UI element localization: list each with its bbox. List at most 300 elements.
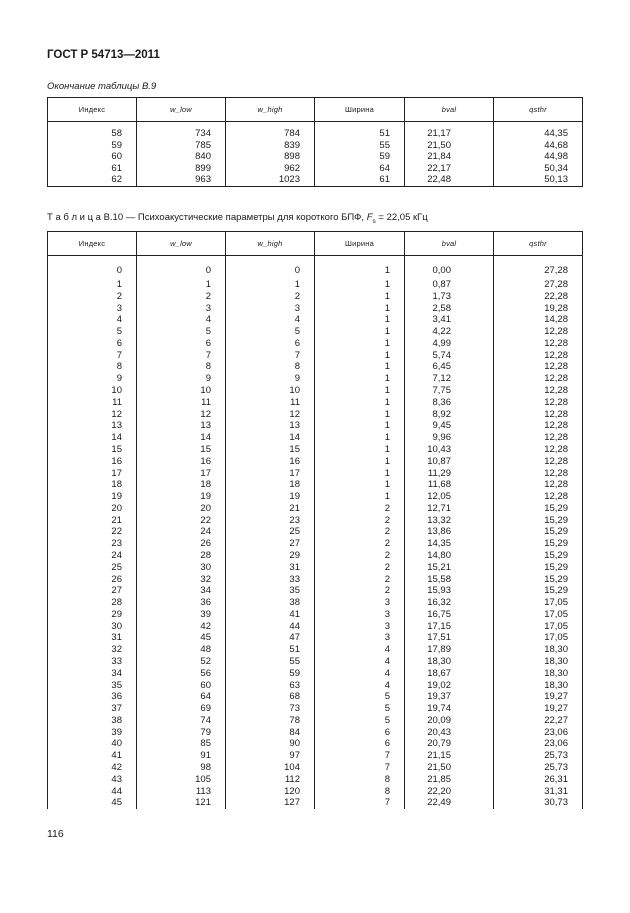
table-cell: 69 [137, 703, 226, 715]
table-row [48, 703, 583, 715]
table-cell: 13 [226, 420, 315, 432]
table-cell: 19,74 [405, 703, 494, 715]
table-cell: 44 [226, 621, 315, 633]
table-cell: 15,29 [494, 526, 583, 538]
table-cell: 21,17 [405, 122, 494, 140]
table-cell: 78 [226, 715, 315, 727]
table-cell: 73 [226, 703, 315, 715]
table-cell: 12,28 [494, 444, 583, 456]
table-cell: 42 [48, 762, 137, 774]
table-row [48, 456, 583, 468]
table-cell: 2 [315, 515, 405, 527]
table-cell: 10 [48, 385, 137, 397]
table-cell: 64 [137, 691, 226, 703]
table-cell: 35 [48, 680, 137, 692]
table-cell: 27 [226, 538, 315, 550]
table-cell: 1,73 [405, 291, 494, 303]
table-cell: 85 [137, 738, 226, 750]
table-cell: 18,30 [494, 644, 583, 656]
table-row [48, 444, 583, 456]
table-row [48, 350, 583, 362]
table-cell: 1 [315, 338, 405, 350]
table-cell: 899 [137, 163, 226, 175]
table-cell: 1 [137, 279, 226, 291]
table-row [48, 738, 583, 750]
table-cell: 1 [315, 409, 405, 421]
table-cell: 1 [315, 432, 405, 444]
table-cell: 25 [48, 562, 137, 574]
table-cell: 26 [48, 574, 137, 586]
table-cell: 22,48 [405, 174, 494, 186]
table-cell: 44 [48, 786, 137, 798]
table-cell: 4 [315, 680, 405, 692]
table-cell: 12,28 [494, 373, 583, 385]
table-cell: 16,32 [405, 597, 494, 609]
table-row [48, 174, 583, 186]
table-cell: 8 [137, 361, 226, 373]
table-cell: 11 [226, 397, 315, 409]
table-cell: 41 [226, 609, 315, 621]
table-cell: 27,28 [494, 279, 583, 291]
table-cell: 1023 [226, 174, 315, 186]
table-cell: 12,28 [494, 420, 583, 432]
table-cell: 112 [226, 774, 315, 786]
table-row [48, 420, 583, 432]
table-cell: 21,50 [405, 140, 494, 152]
table-cell: 32 [137, 574, 226, 586]
table-cell: 3 [137, 303, 226, 315]
table-cell: 50,34 [494, 163, 583, 175]
table-cell: 13,86 [405, 526, 494, 538]
table-cell: 18,30 [405, 656, 494, 668]
table-cell: 21,85 [405, 774, 494, 786]
table-cell: 8 [315, 786, 405, 798]
table-cell: 15,21 [405, 562, 494, 574]
table-cell: 16 [48, 456, 137, 468]
table-cell: 31 [226, 562, 315, 574]
table-cell: 22,49 [405, 797, 494, 809]
table-cell: 21,15 [405, 750, 494, 762]
table-cell: 22,20 [405, 786, 494, 798]
table-cell: 5 [315, 715, 405, 727]
table-cell: 37 [48, 703, 137, 715]
table-cell: 26 [137, 538, 226, 550]
table-row [48, 585, 583, 597]
table-cell: 35 [226, 585, 315, 597]
table-cell: 24 [137, 526, 226, 538]
table-cell: 17,05 [494, 621, 583, 633]
table-b9-continuation-caption: Окончание таблицы В.9 [47, 81, 157, 92]
table-cell: 963 [137, 174, 226, 186]
table-row [48, 715, 583, 727]
table-b10-caption [47, 212, 428, 225]
table-cell: 55 [226, 656, 315, 668]
table-cell: 7 [315, 762, 405, 774]
document-header: ГОСТ Р 54713—2011 [47, 49, 160, 61]
table-cell: 18 [226, 479, 315, 491]
table-cell: 19,28 [494, 303, 583, 315]
table-cell: 60 [48, 151, 137, 163]
table-cell: 14,80 [405, 550, 494, 562]
table-cell: 38 [48, 715, 137, 727]
table-cell: 17 [48, 468, 137, 480]
table-cell: 17,05 [494, 597, 583, 609]
col-header-index: Индекс [48, 98, 137, 122]
table-cell: 59 [48, 140, 137, 152]
table-cell: 734 [137, 122, 226, 140]
table-cell: 63 [226, 680, 315, 692]
table-cell: 839 [226, 140, 315, 152]
table-cell: 1 [315, 291, 405, 303]
table-cell: 15,29 [494, 503, 583, 515]
table-cell: 5 [226, 326, 315, 338]
table-cell: 91 [137, 750, 226, 762]
table-cell: 33 [48, 656, 137, 668]
table-cell: 10 [137, 385, 226, 397]
table-cell: 0 [137, 256, 226, 280]
table-cell: 5 [315, 691, 405, 703]
table-cell: 34 [137, 585, 226, 597]
table-cell: 17,15 [405, 621, 494, 633]
table-cell: 50,13 [494, 174, 583, 186]
col-header-qsthr: qsthr [494, 232, 583, 256]
col-header-bval: bval [405, 232, 494, 256]
col-header-w-low: w_low [137, 232, 226, 256]
caption-suffix: = 22,05 кГц [375, 212, 428, 223]
table-cell: 11,68 [405, 479, 494, 491]
col-header-bval: bval [405, 98, 494, 122]
table-cell: 1 [315, 420, 405, 432]
table-cell: 0 [48, 256, 137, 280]
table-cell: 48 [137, 644, 226, 656]
table-cell: 784 [226, 122, 315, 140]
table-cell: 8 [226, 361, 315, 373]
table-cell: 17,05 [494, 609, 583, 621]
table-cell: 104 [226, 762, 315, 774]
table-row [48, 750, 583, 762]
table-cell: 20,43 [405, 727, 494, 739]
table-cell: 2 [48, 291, 137, 303]
table-cell: 20 [48, 503, 137, 515]
table-cell: 6 [315, 727, 405, 739]
table-cell: 9 [226, 373, 315, 385]
table-row [48, 468, 583, 480]
table-cell: 4 [137, 314, 226, 326]
table-cell: 14 [48, 432, 137, 444]
table-row [48, 774, 583, 786]
table-cell: 785 [137, 140, 226, 152]
table-row [48, 491, 583, 503]
table-cell: 68 [226, 691, 315, 703]
table-row [48, 644, 583, 656]
table-cell: 14 [226, 432, 315, 444]
table-row [48, 122, 583, 140]
table-cell: 2 [137, 291, 226, 303]
table-cell: 22,28 [494, 291, 583, 303]
table-cell: 43 [48, 774, 137, 786]
table-cell: 19,02 [405, 680, 494, 692]
table-cell: 21,84 [405, 151, 494, 163]
table-cell: 7 [48, 350, 137, 362]
table-cell: 51 [315, 122, 405, 140]
table-cell: 64 [315, 163, 405, 175]
col-header-width: Ширина [315, 98, 405, 122]
table-cell: 38 [226, 597, 315, 609]
table-cell: 7 [315, 750, 405, 762]
table-cell: 105 [137, 774, 226, 786]
table-cell: 28 [137, 550, 226, 562]
table-cell: 8,36 [405, 397, 494, 409]
table-cell: 45 [137, 632, 226, 644]
table-cell: 18,30 [494, 668, 583, 680]
table-cell: 1 [226, 279, 315, 291]
table-cell: 12,28 [494, 491, 583, 503]
table-cell: 12,05 [405, 491, 494, 503]
table-cell: 6 [137, 338, 226, 350]
table-cell: 44,35 [494, 122, 583, 140]
table-cell: 4,22 [405, 326, 494, 338]
table-row [48, 163, 583, 175]
table-cell: 23 [48, 538, 137, 550]
table-cell: 18,67 [405, 668, 494, 680]
table-cell: 11 [48, 397, 137, 409]
table-row [48, 314, 583, 326]
table-cell: 8 [48, 361, 137, 373]
col-header-qsthr: qsthr [494, 98, 583, 122]
table-cell: 16 [137, 456, 226, 468]
table-cell: 7 [137, 350, 226, 362]
table-cell: 5 [137, 326, 226, 338]
table-row [48, 762, 583, 774]
table-cell: 9 [48, 373, 137, 385]
table-cell: 3 [315, 597, 405, 609]
table-cell: 19 [48, 491, 137, 503]
table-row [48, 562, 583, 574]
table-cell: 36 [48, 691, 137, 703]
table-row [48, 361, 583, 373]
col-header-width: Ширина [315, 232, 405, 256]
table-cell: 7 [315, 797, 405, 809]
table-row [48, 597, 583, 609]
table-row [48, 151, 583, 163]
table-cell: 12,28 [494, 468, 583, 480]
table-cell: 20,09 [405, 715, 494, 727]
table-row [48, 538, 583, 550]
table-cell: 23 [226, 515, 315, 527]
table-cell: 25,73 [494, 750, 583, 762]
table-row [48, 550, 583, 562]
table-row [48, 515, 583, 527]
table-row [48, 691, 583, 703]
table-cell: 9,45 [405, 420, 494, 432]
table-cell: 18 [48, 479, 137, 491]
table-cell: 1 [315, 397, 405, 409]
table-cell: 21 [48, 515, 137, 527]
table-cell: 21,50 [405, 762, 494, 774]
table-row [48, 256, 583, 280]
table-cell: 11,29 [405, 468, 494, 480]
table-cell: 113 [137, 786, 226, 798]
table-cell: 15 [48, 444, 137, 456]
table-row [48, 373, 583, 385]
table-row [48, 385, 583, 397]
table-cell: 7 [226, 350, 315, 362]
table-cell: 15,29 [494, 550, 583, 562]
table-cell: 12,28 [494, 350, 583, 362]
table-cell: 962 [226, 163, 315, 175]
table-cell: 12 [137, 409, 226, 421]
table-cell: 4 [315, 656, 405, 668]
table-cell: 1 [315, 456, 405, 468]
table-cell: 6,45 [405, 361, 494, 373]
table-cell: 51 [226, 644, 315, 656]
col-header-w-high: w_high [226, 98, 315, 122]
table-cell: 30 [137, 562, 226, 574]
table-cell: 2 [315, 574, 405, 586]
table-cell: 18 [137, 479, 226, 491]
table-row [48, 432, 583, 444]
table-cell: 61 [315, 174, 405, 186]
table-cell: 15 [226, 444, 315, 456]
table-cell: 22 [48, 526, 137, 538]
table-cell: 840 [137, 151, 226, 163]
table-cell: 10 [226, 385, 315, 397]
table-header-row [48, 232, 583, 256]
table-cell: 3 [48, 303, 137, 315]
table-cell: 19 [226, 491, 315, 503]
table-cell: 1 [315, 279, 405, 291]
table-cell: 19,27 [494, 703, 583, 715]
table-cell: 23,06 [494, 727, 583, 739]
table-cell: 15,29 [494, 538, 583, 550]
table-cell: 27 [48, 585, 137, 597]
table-cell: 898 [226, 151, 315, 163]
table-cell: 4 [315, 668, 405, 680]
table-row [48, 668, 583, 680]
table-cell: 17 [226, 468, 315, 480]
table-cell: 12,28 [494, 361, 583, 373]
table-cell: 5 [315, 703, 405, 715]
table-cell: 27,28 [494, 256, 583, 280]
table-row [48, 326, 583, 338]
table-cell: 60 [137, 680, 226, 692]
table-cell: 15,93 [405, 585, 494, 597]
table-cell: 17 [137, 468, 226, 480]
table-b9-body [48, 122, 583, 187]
table-cell: 17,51 [405, 632, 494, 644]
table-cell: 30,73 [494, 797, 583, 809]
table-cell: 12,28 [494, 409, 583, 421]
table-cell: 7,75 [405, 385, 494, 397]
table-cell: 31,31 [494, 786, 583, 798]
table-cell: 15,29 [494, 585, 583, 597]
table-cell: 2 [315, 526, 405, 538]
table-cell: 11 [137, 397, 226, 409]
table-cell: 0,87 [405, 279, 494, 291]
page-number: 116 [47, 828, 64, 840]
table-row [48, 680, 583, 692]
table-cell: 1 [315, 373, 405, 385]
table-cell: 40 [48, 738, 137, 750]
table-row [48, 291, 583, 303]
caption-subscript: s [372, 217, 376, 225]
table-cell: 4 [48, 314, 137, 326]
table-cell: 61 [48, 163, 137, 175]
table-cell: 12,28 [494, 479, 583, 491]
table-cell: 2 [315, 538, 405, 550]
table-cell: 2 [315, 503, 405, 515]
table-cell: 58 [48, 122, 137, 140]
table-cell: 12,28 [494, 338, 583, 350]
table-row [48, 503, 583, 515]
table-cell: 15,58 [405, 574, 494, 586]
table-cell: 4 [226, 314, 315, 326]
table-cell: 20 [137, 503, 226, 515]
table-row [48, 621, 583, 633]
table-cell: 6 [48, 338, 137, 350]
table-cell: 79 [137, 727, 226, 739]
table-cell: 10,43 [405, 444, 494, 456]
table-cell: 18,30 [494, 656, 583, 668]
table-cell: 19,37 [405, 691, 494, 703]
table-cell: 17,05 [494, 632, 583, 644]
table-cell: 12,28 [494, 385, 583, 397]
table-row [48, 526, 583, 538]
table-cell: 121 [137, 797, 226, 809]
table-cell: 3 [315, 621, 405, 633]
table-cell: 52 [137, 656, 226, 668]
table-cell: 22,17 [405, 163, 494, 175]
table-cell: 2 [315, 585, 405, 597]
table-cell: 26,31 [494, 774, 583, 786]
table-cell: 3,41 [405, 314, 494, 326]
table-cell: 21 [226, 503, 315, 515]
table-cell: 15,29 [494, 515, 583, 527]
table-cell: 120 [226, 786, 315, 798]
table-cell: 84 [226, 727, 315, 739]
table-cell: 12,28 [494, 326, 583, 338]
table-cell: 25,73 [494, 762, 583, 774]
table-cell: 32 [48, 644, 137, 656]
table-cell: 4 [315, 644, 405, 656]
table-cell: 14 [137, 432, 226, 444]
table-cell: 59 [226, 668, 315, 680]
table-cell: 62 [48, 174, 137, 186]
table-cell: 22 [137, 515, 226, 527]
table-cell: 0,00 [405, 256, 494, 280]
table-cell: 13 [137, 420, 226, 432]
table-cell: 55 [315, 140, 405, 152]
table-row [48, 609, 583, 621]
table-row [48, 479, 583, 491]
table-cell: 1 [315, 303, 405, 315]
table-row [48, 727, 583, 739]
table-cell: 1 [315, 491, 405, 503]
table-cell: 2 [315, 562, 405, 574]
table-cell: 1 [315, 314, 405, 326]
table-cell: 1 [315, 361, 405, 373]
table-cell: 12,28 [494, 397, 583, 409]
table-row [48, 338, 583, 350]
table-b9-end [47, 97, 583, 187]
table-cell: 14,35 [405, 538, 494, 550]
table-cell: 2,58 [405, 303, 494, 315]
table-cell: 39 [48, 727, 137, 739]
table-cell: 25 [226, 526, 315, 538]
table-cell: 30 [48, 621, 137, 633]
table-cell: 1 [315, 256, 405, 280]
table-cell: 41 [48, 750, 137, 762]
